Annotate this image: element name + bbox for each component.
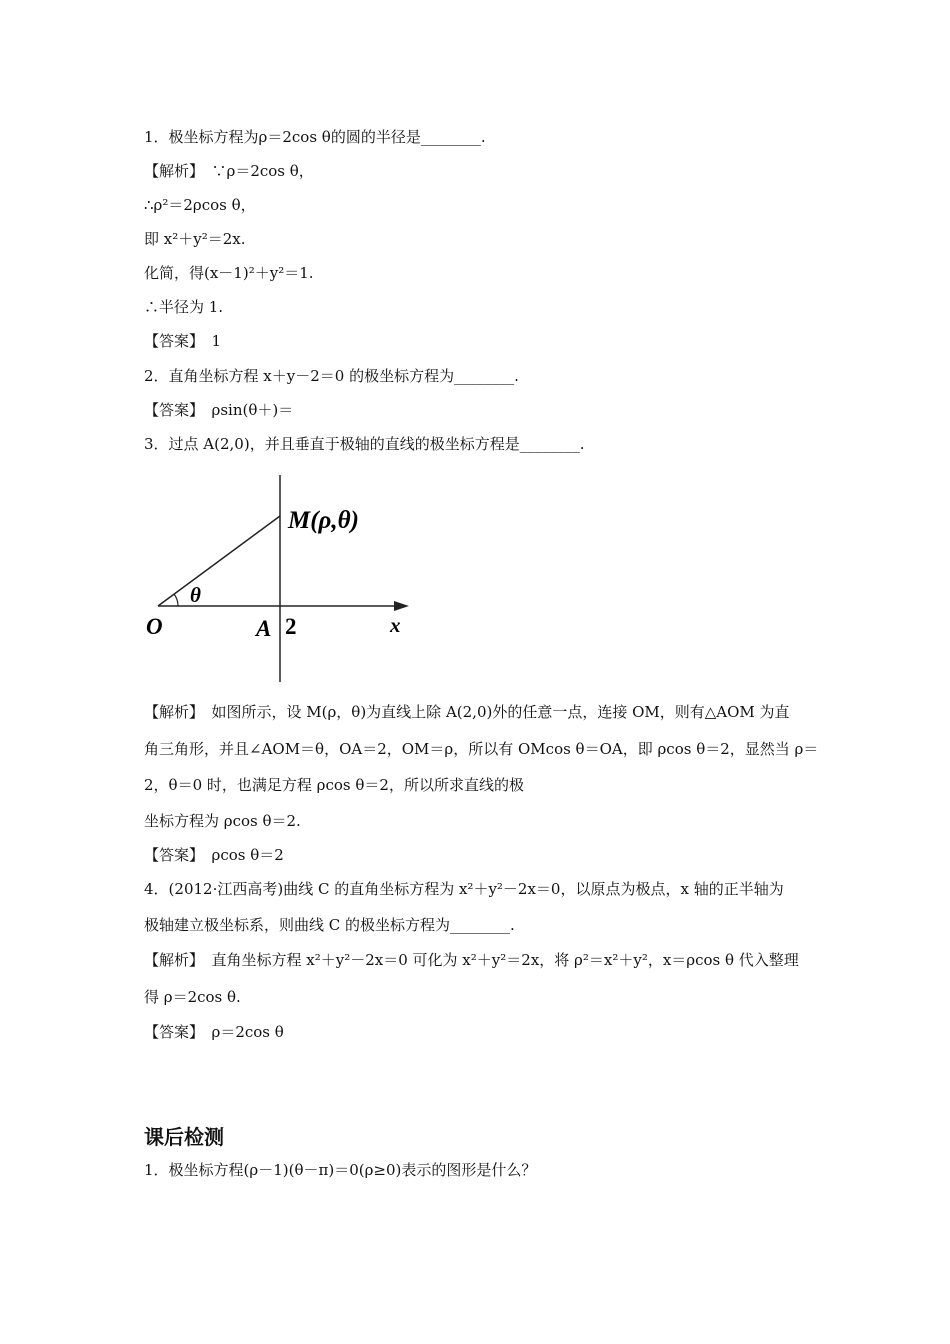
q3-analysis-line-2: 角三角形，并且∠AOM＝θ，OA＝2，OM＝ρ，所以有 OMcos θ＝OA，即 ρcos θ＝2，显然当 ρ＝: [144, 740, 819, 758]
q1-answer: 【答案】 1: [144, 332, 222, 350]
q2-answer: 【答案】 ρsin(θ＋)＝: [144, 401, 294, 419]
q1-analysis-line-3: 即 x²＋y²＝2x.: [144, 230, 246, 248]
q3-answer: 【答案】 ρcos θ＝2: [144, 846, 284, 864]
angle-label: θ: [190, 583, 201, 607]
angle-arc: [174, 594, 178, 606]
q4-answer: 【答案】 ρ＝2cos θ: [144, 1023, 284, 1041]
section-heading: 课后检测: [144, 1125, 224, 1149]
segment-om: [158, 516, 280, 606]
polar-line-figure: [140, 472, 420, 687]
x-axis-label: x: [390, 613, 401, 637]
q4-analysis-line-1: 【解析】 直角坐标方程 x²＋y²－2x＝0 可化为 x²＋y²＝2x，将 ρ²＝x²＋y²，x＝ρcos θ 代入整理: [144, 951, 799, 969]
question-4: 4．(2012·江西高考)曲线 C 的直角坐标方程为 x²＋y²－2x＝0，以原点为极点，x 轴的正半轴为: [144, 880, 784, 898]
review-question-1: 1．极坐标方程(ρ－1)(θ－π)＝0(ρ≥0)表示的图形是什么？: [144, 1161, 537, 1179]
q1-analysis-line-4: 化简，得(x－1)²＋y²＝1.: [144, 264, 314, 282]
axis-arrow-icon: [394, 601, 409, 611]
question-4-continued: 极轴建立极坐标系，则曲线 C 的极坐标方程为________.: [144, 916, 515, 934]
q1-analysis-line-1: 【解析】 ∵ρ＝2cos θ，: [144, 162, 314, 180]
q1-analysis-line-5: ∴半径为 1.: [144, 298, 224, 316]
q3-analysis-line-4: 坐标方程为 ρcos θ＝2.: [144, 812, 301, 830]
q3-analysis-line-1: 【解析】 如图所示，设 M(ρ，θ)为直线上除 A(2,0)外的任意一点，连接 OM，则有△AOM 为直: [144, 703, 790, 721]
value-2-label: 2: [285, 614, 297, 639]
q3-analysis-line-3: 2，θ＝0 时，也满足方程 ρcos θ＝2，所以所求直线的极: [144, 776, 524, 794]
point-m-label: M(ρ,θ): [288, 507, 359, 534]
question-3: 3．过点 A(2,0)，并且垂直于极轴的直线的极坐标方程是________.: [144, 435, 585, 453]
q1-analysis-line-2: ∴ρ²＝2ρcos θ，: [144, 196, 256, 214]
question-2: 2．直角坐标方程 x＋y－2＝0 的极坐标方程为________.: [144, 367, 519, 385]
q4-analysis-line-2: 得 ρ＝2cos θ.: [144, 988, 241, 1006]
origin-label: O: [146, 614, 163, 639]
question-1: 1．极坐标方程为ρ＝2cos θ的圆的半径是________.: [144, 128, 486, 146]
point-a-label: A: [256, 616, 272, 641]
